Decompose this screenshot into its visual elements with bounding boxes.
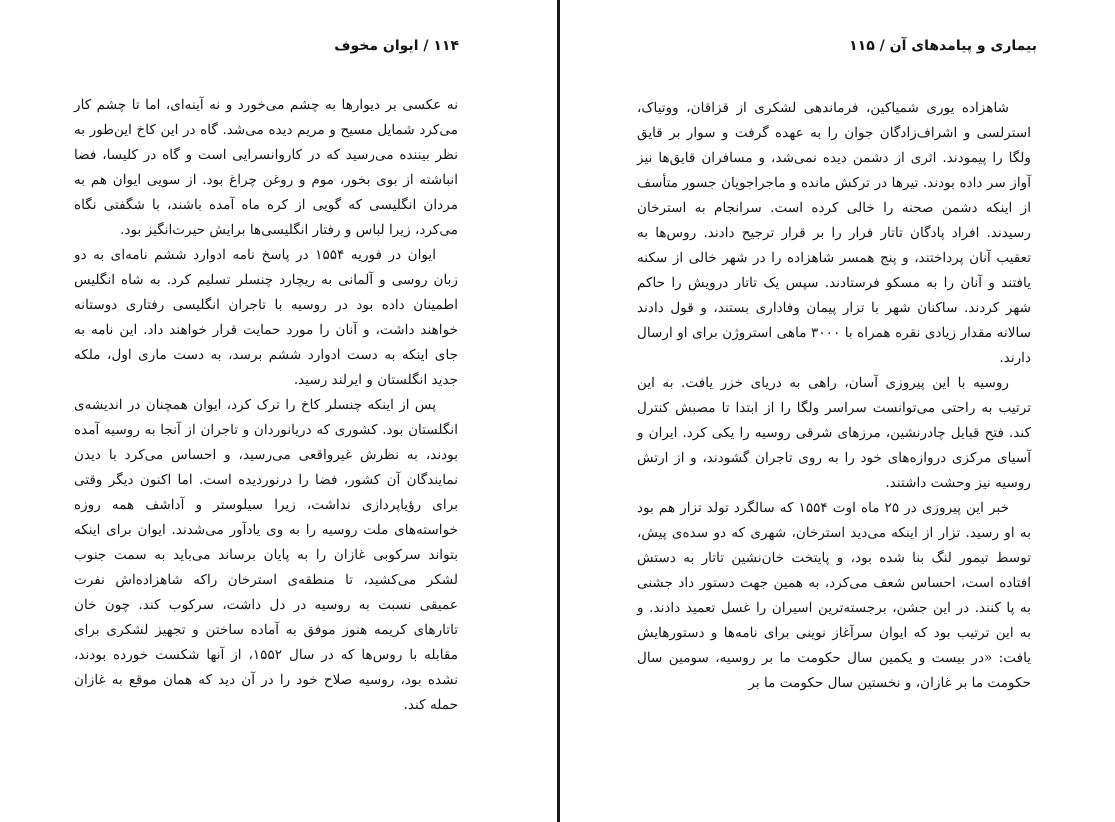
right-running-head: بیماری و پیامدهای آن / ۱۱۵ <box>849 38 1037 54</box>
left-page <box>0 0 557 822</box>
right-paragraph-3: خبر این پیروزی در ۲۵ ماه اوت ۱۵۵۴ که سالگرد تولد تزار هم بود به او رسید. تزار از اینکه می‌دید استرخان، شهری که دو سده‌ی پیش، توسط تیمور لنگ بنا شده بود، و پایتخت خان‌نشین تاتار به دستش افتاده است، احساس شعف می‌کرد، به همین جهت دستور داد جشنی به پا کنند. در این جشن، برجسته‌ترین اسیران را غسل تعمید دادند. و به این ترتیب بود که ایوان سرآغاز نوینی برای نامه‌ها و دستورهایش یافت: «در بیست و یکمین سال حکومت ما بر روسیه، سومین سال حکومت ما بر غازان، و نخستین سال حکومت ما بر <box>637 500 1031 691</box>
left-running-head: ۱۱۴ / ایوان مخوف <box>334 38 459 54</box>
right-body-text <box>637 96 1031 696</box>
right-paragraph-1: شاهزاده یوری شمیاکین، فرماندهی لشکری از قزاقان، ووتیاک، استرلسی و اشراف‌زادگان جوان را به عهده گرفت و سوار بر قایق ولگا را پیمودند. اثری از دشمن دیده نمی‌شد، و مسافران قایق‌ها نیز آواز سر داده بودند. تیرها در ترکش مانده و ماجراجویان جسور متأسف از اینکه دشمن صحنه را خالی کرده است. سرانجام به استرخان رسیدند. افراد پادگان تاتار فرار را بر قرار ترجیح دادند. روس‌ها به تعقیب آنان پرداختند، و پنج همسر شاهزاده را در شهر خالی از سکنه یافتند و آنان را به مسکو فرستادند. سپس یک تاتار درویش را حاکم شهر کردند. ساکنان شهر با تزار پیمان وفاداری بستند، و قول دادند سالانه مقدار زیادی نقره همراه با ۳۰۰۰ ماهی استروژن برای او ارسال دارند. <box>637 100 1031 366</box>
right-paragraph-2: روسیه با این پیروزی آسان، راهی به دریای خزر یافت. به این ترتیب به راحتی می‌توانست سراسر ولگا را از ابتدا تا مصبش کنترل کند. فتح قبایل چادرنشین، مرزهای شرقی روسیه را یکی کرد. ایران و آسیای مرکزی دروازه‌های خود را به روی تاجران گشودند، و از ارتش روسیه نیز وحشت داشتند. <box>637 375 1031 491</box>
left-paragraph-3: پس از اینکه چنسلر کاخ را ترک کرد، ایوان همچنان در اندیشه‌ی انگلستان بود. کشوری که دریانوردان و تاجران از آنجا به روسیه آمده بودند، به نظرش غیرواقعی می‌رسید، و احساس می‌کرد با دیدن نمایندگان آن کشور، فضا را درنوردیده است. اما اکنون دیگر وقتی برای رؤیاپردازی نداشت، زیرا سیلوستر و آداشف همه روزه خواسته‌های ملت روسیه را به وی یادآور می‌شدند. ایوان برای اینکه بتواند سرکوبی غازان را به پایان برساند می‌باید به سمت جنوب لشکر می‌کشید، تا منطقه‌ی استرخان راکه شاهزاده‌اش نفرت عمیقی نسبت به روسیه در دل داشت، سرکوب کند. چون خان تاتارهای کریمه هنوز موفق به آماده ساختن و تجهیز لشکری برای مقابله با روس‌ها که در سال ۱۵۵۲، از آنها شکست خورده بودند، نشده بود، روسیه صلاح خود را در آن دید که همان موقع به غازان حمله کند. <box>74 397 458 713</box>
left-paragraph-1: نه عکسی بر دیوارها به چشم می‌خورد و نه آینه‌ای، اما تا چشم کار می‌کرد شمایل مسیح و مریم دیده می‌شد. گاه در این کاخ این‌طور به نظر بیننده می‌رسید که در کاروانسرایی است و گاه در کلیسا، فضا انباشته از بوی بخور، موم و روغن چراغ بود. از سویی ایوان هم به مردان انگلیسی که گویی از کره ماه آمده باشند، با شگفتی نگاه می‌کرد، زیرا لباس و رفتار انگلیسی‌ها برایش حیرت‌انگیز بود. <box>74 97 458 238</box>
left-paragraph-2: ایوان در فوریه ۱۵۵۴ در پاسخ نامه ادوارد ششم نامه‌ای به دو زبان روسی و آلمانی به ریچارد چنسلر تسلیم کرد. به شاه انگلیس اطمینان داده بود در روسیه با تاجران انگلیسی رفتاری دوستانه خواهند داشت، و آنان را مورد حمایت قرار خواهند داد. این نامه به جای اینکه به دست ادوارد ششم برسد، به دست ماری اول، ملکه جدید انگلستان و ایرلند رسید. <box>74 247 458 388</box>
right-page <box>560 0 1115 822</box>
left-body-text <box>74 93 458 718</box>
